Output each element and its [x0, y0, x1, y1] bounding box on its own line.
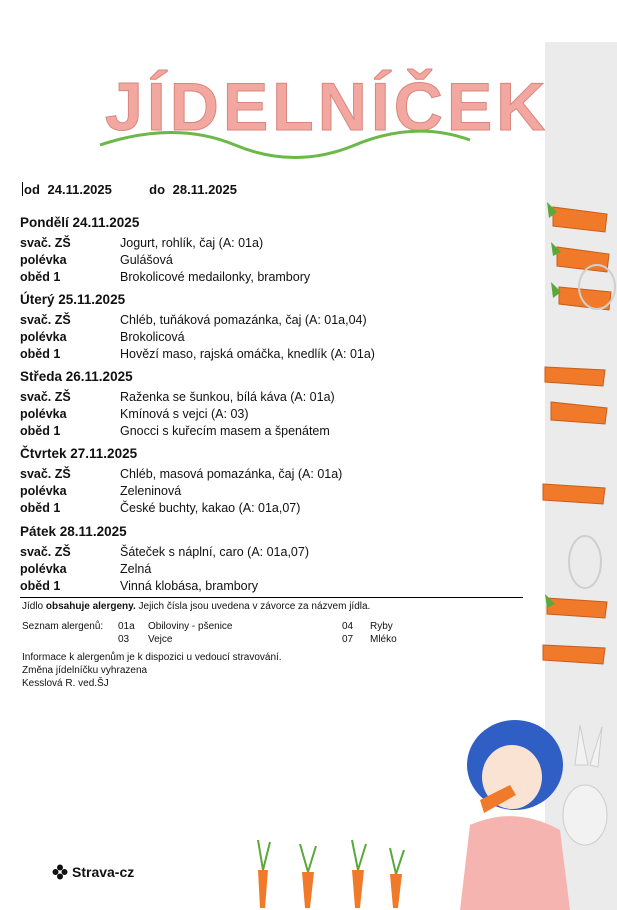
date-range	[22, 182, 241, 197]
day-section-tuesday	[20, 292, 540, 363]
meal-label: polévka	[20, 484, 67, 498]
day-section-monday	[20, 215, 540, 286]
menu-row	[20, 466, 540, 483]
meal-value: Gulášová	[120, 253, 173, 267]
date-from: 24.11.2025	[47, 182, 112, 197]
info-line: Kesslová R. ved.ŠJ	[22, 678, 109, 689]
day-title: Úterý 25.11.2025	[20, 292, 126, 307]
day-section-wednesday	[20, 369, 540, 440]
meal-label: svač. ZŠ	[20, 236, 71, 250]
info-block	[22, 651, 282, 690]
date-to: 28.11.2025	[172, 182, 237, 197]
day-section-thursday	[20, 446, 540, 517]
meal-value: České buchty, kakao (A: 01a,07)	[120, 501, 301, 515]
meal-label: svač. ZŠ	[20, 313, 71, 327]
menu-row	[20, 252, 540, 269]
meal-label: polévka	[20, 407, 67, 421]
meal-label: oběd 1	[20, 424, 61, 438]
meal-value: Chléb, tuňáková pomazánka, čaj (A: 01a,04)	[120, 313, 367, 327]
menu-row	[20, 500, 540, 517]
day-title: Středa 26.11.2025	[20, 369, 133, 384]
logo-text: Strava-cz	[72, 864, 135, 880]
meal-label: polévka	[20, 253, 67, 267]
meal-label: polévka	[20, 330, 67, 344]
info-line: Změna jídelníčku vyhrazena	[22, 665, 148, 676]
menu-row	[20, 269, 540, 286]
meal-value: Zeleninová	[120, 484, 182, 498]
meal-value: Hovězí maso, rajská omáčka, knedlík (A: 01a)	[120, 347, 375, 361]
meal-value: Vinná klobása, brambory	[120, 579, 259, 593]
date-to-label: do	[149, 182, 166, 197]
menu-row	[20, 423, 540, 440]
menu-row	[20, 346, 540, 363]
meal-label: oběd 1	[20, 579, 61, 593]
bottom-carrots-icon	[240, 830, 440, 910]
day-title: Pátek 28.11.2025	[20, 524, 127, 539]
meal-value: Šáteček s náplní, caro (A: 01a,07)	[120, 545, 309, 559]
menu-row	[20, 406, 540, 423]
allergen-code: 07	[342, 634, 354, 645]
allergen-name: Vejce	[148, 634, 173, 645]
meal-value: Kmínová s vejci (A: 03)	[120, 407, 249, 421]
strava-logo	[52, 864, 134, 880]
menu-row	[20, 329, 540, 346]
menu-row	[20, 389, 540, 406]
allergen-name: Ryby	[370, 621, 393, 632]
meal-value: Chléb, masová pomazánka, čaj (A: 01a)	[120, 467, 343, 481]
menu-row	[20, 312, 540, 329]
meal-label: svač. ZŠ	[20, 390, 71, 404]
divider	[20, 597, 523, 598]
meal-label: svač. ZŠ	[20, 467, 71, 481]
menu-row	[20, 544, 540, 561]
meal-value: Gnocci s kuřecím masem a špenátem	[120, 424, 330, 438]
allergen-name: Obiloviny - pšenice	[148, 621, 233, 632]
meal-label: polévka	[20, 562, 67, 576]
girl-with-carrot-illustration	[420, 705, 617, 910]
menu-row	[20, 235, 540, 252]
meal-value: Brokolicové medailonky, brambory	[120, 270, 311, 284]
meal-value: Raženka se šunkou, bílá káva (A: 01a)	[120, 390, 335, 404]
menu-row	[20, 483, 540, 500]
day-section-friday	[20, 524, 540, 595]
day-title: Čtvrtek 27.11.2025	[20, 446, 138, 461]
meal-value: Brokolicová	[120, 330, 185, 344]
allergen-name: Mléko	[370, 634, 397, 645]
meal-label: oběd 1	[20, 501, 61, 515]
allergen-code: 04	[342, 621, 354, 632]
meal-label: oběd 1	[20, 270, 61, 284]
menu-row	[20, 578, 540, 595]
allergen-list-label: Seznam alergenů:	[22, 621, 104, 632]
allergen-code: 03	[118, 634, 130, 645]
day-title: Pondělí 24.11.2025	[20, 215, 140, 230]
meal-label: svač. ZŠ	[20, 545, 71, 559]
info-line: Informace k alergenům je k dispozici u vedoucí stravování.	[22, 652, 282, 663]
flower-logo-icon	[52, 864, 68, 880]
title-lettering	[95, 50, 550, 160]
page-title: JÍDELNÍČEK	[105, 69, 550, 145]
meal-value: Zelná	[120, 562, 152, 576]
allergen-code: 01a	[118, 621, 135, 632]
allergen-note: Jídlo obsahuje alergeny. Jejich čísla jsou uvedena v závorce za názvem jídla.	[22, 601, 371, 612]
meal-label: oběd 1	[20, 347, 61, 361]
menu-row	[20, 561, 540, 578]
date-from-label: od	[24, 182, 40, 197]
meal-value: Jogurt, rohlík, čaj (A: 01a)	[120, 236, 264, 250]
